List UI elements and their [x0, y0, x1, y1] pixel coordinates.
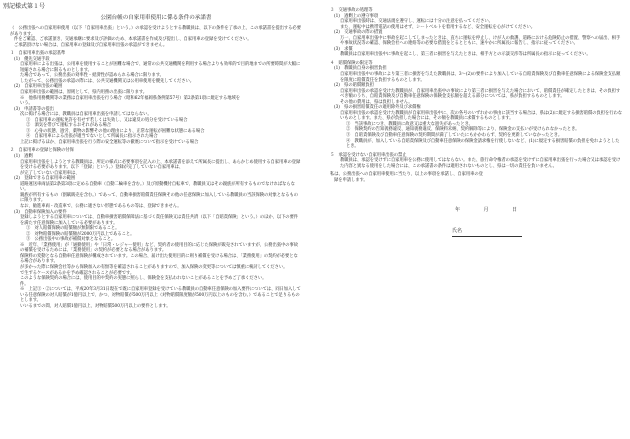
- paragraph: いう。: [20, 101, 33, 107]
- signature-line: [452, 236, 522, 237]
- paragraph: 万一、自家用車出張中に事故を起こしてしまったときは、直ちに運転を停止し、けが人の救護、道路における危険防止の措置、警察への届出、相手や事故状況等の確認、保険会社への連絡等の必要な措置をとるとともに、速やかに所属長に報告し、指示に従ってください。: [340, 35, 621, 47]
- paragraph: ② 対物賠償保険の賠償額が2000万円以上であること。: [26, 231, 135, 237]
- left-column: [10, 8, 302, 309]
- right-column-body: [330, 8, 622, 183]
- paragraph: 親族が所有するもの（割賦販売を含む。）であって、自動車損害賠償責任保険その他の任意保険に加入している教職員の当該保険の対象となるものに限ります。: [20, 192, 299, 204]
- paragraph: ご承諾頂けない場合は、自家用車の登録及び自家用車出張の承認ができません。: [14, 42, 168, 48]
- paragraph: (2) 県の賠償額負担: [334, 83, 374, 89]
- paragraph: で生ずるケースがあるかを予め確認されることが必要です。: [20, 270, 135, 276]
- paragraph: (2) 自家用車出張の範囲: [14, 84, 63, 90]
- paragraph: た場合であって、公務出張の効率性・経済性が認められる場合に限ります。: [20, 73, 164, 79]
- paragraph: 教職員は自家用車出張中に事故を起こし、第三者に損害を与えたときは、相手方との示談交渉等は所属長の指示に従ってください。: [340, 52, 591, 58]
- paragraph: が多かった際に保険会社等から保険加入の有無等を確認されることがありますので、加入保険の変更等については慎重に検討してください。: [20, 264, 288, 270]
- paragraph: ※ 近年、「業務使用」が「通勤使用」や「日常・レジャー使用」など、契約者の使用目的に応じた保険が販売されていますが、公務出張中の事故の補償を受けるためには、「業務使用」の契約が必要となる場合があります。: [20, 242, 298, 254]
- paragraph: したがって、公務出張の承認の際には、公共交通機関又は公用車使用を優先してください。: [20, 78, 195, 84]
- paragraph: ③ 心身の状態、過労、薬物の影響その他の理由により、正常な運転が困難な状態にある場合: [26, 128, 205, 134]
- paragraph: ① 対人賠償保険の賠償額が無制限であること。: [26, 226, 120, 232]
- paragraph: 自家用車による出張は、公用車を使用することが困難な場合で、通常の公共交通機関を利用する場合よりも効率的で目的地までの所要時間が大幅に短縮される場合に限るものとします。: [20, 62, 301, 73]
- paragraph: 次に掲げる場合には、教職員は自家用車出張を申請してはならない。: [20, 112, 152, 118]
- paragraph: ※ 他県用務機関等の業務は自家用車出張を行う場合（昭和62年福岡県条例第57号）第2条第1項に規定する地域を: [20, 95, 240, 101]
- paragraph: (3) 県の損害賠償責任の適用除外及び求償権: [334, 105, 421, 111]
- paragraph: 上記に掲げるほか、自家用車出張を行う際の安全運転等の徹底について指示を受けている場合: [20, 139, 199, 145]
- paragraph: 自家用車出張をしようとする教職員は、所定の様式に必要事項を記入の上、本承諾書を添えて所属長に提出し、あらかじめ使用する自家用車の登録を受ける必要があります。以下「登録」という。）登録が完了していない自家用車は、: [20, 159, 301, 171]
- paragraph: 自家用車出張中の事故により第三者に損害を与えた教職員は、3～(2)の要件により加入している自賠責保険及び自動車任意保険による保険金支払額を限度に賠償責任を負担するものとします。: [340, 72, 621, 83]
- paragraph: ※ 上記①・②については、平成20年3月31日現在で既に自家用車登録を受けている教職員の自動車任意保険の加入要件については、同日加入している任意保険の対人賠償が1億円以上で、かつ、対物賠償が500万円以上（対物賠償限度額が500万円以上のものを含む。）であることで足りるものとします。: [20, 287, 301, 304]
- document-title: 公園台帳の自家用車使用に係る条件の承諾書: [100, 15, 212, 21]
- paragraph: 道路運送車両法第2条第3項に定める自動車（自動二輪車を含む。）及び原動機付自転車で、教職員又はその親族が所有するものでなければならない。: [20, 181, 295, 193]
- paragraph: (3) 申請書等の提出: [14, 106, 54, 112]
- paragraph: (1) 優先交通手段: [14, 56, 50, 62]
- paragraph: その他の費用は、県は負担しません。: [340, 99, 413, 105]
- paragraph: ③ 自賠責保険及び自動車任意保険の契約期間が満了していたにもかかわらず、契約を更新していなかったとき。: [346, 133, 563, 139]
- paragraph: 登録しようとする自家用車については、自動車損害賠償保障法に基づく責任保険又は責任共済（以下「自賠責保険」という。）のほか、以下の要件を満たす任意保険に加入している必要があります。: [20, 215, 299, 226]
- date-line: 年 月 日: [455, 207, 517, 214]
- paragraph: ① 当該事故につき、教職員に故意又は重大な過失があったとき。: [346, 121, 473, 127]
- paragraph: (2) 交通事故の際の措置: [334, 30, 383, 36]
- paragraph: ② 酒気を帯びて運転するおそれがある場合: [26, 123, 111, 129]
- paragraph: (1) 過剰上の遵守事項: [334, 13, 379, 19]
- paragraph: (3) 自動車保険加入の要件: [14, 209, 67, 215]
- paragraph: なお、勧進車両・改造車で、公務に適さない形態であるもの等は、登録できません。: [20, 203, 182, 209]
- paragraph: 件。: [20, 281, 29, 287]
- paragraph: 自家用車出張の範囲は、原則として、県内用務の出張に限ります。: [20, 90, 147, 96]
- paragraph: (3) 求償: [334, 46, 353, 52]
- paragraph: ２ 自家用車の登録と保険の付保: [10, 148, 74, 154]
- paragraph: (2) 登録できる自家用車の範囲: [14, 176, 76, 182]
- paragraph: このような保険契約の場合には、使用目的や契約の実態に照らし、保険金を支払われないことがあることを予めご了承ください。: [20, 276, 267, 282]
- paragraph: 自家用車出張の承認を受けた教職員が自家用車出張中に、次の各号のいずれかの事由に該当する場合は、県は(2)に規定する損害賠償の負担を行わないものとします。また、県が負担した場合には、その額を教職員に求償するものとします。: [340, 110, 622, 122]
- signature-label: 氏名: [452, 228, 462, 235]
- paragraph: ② 保険契約の告知義務違反、通知義務違反、保険料未納、契約解除等により、保険金の支払いが受けられなかったとき。: [346, 127, 580, 133]
- paragraph: ④ 教職員が、加入している自賠責保険及び自動車任意保険の保険金請求権を行使しないなど、(1)に規定する損害賠償の負担を免れようとしたとき。: [346, 138, 620, 150]
- paragraph: ④ 自家用車による出張が適当でないとして所属長に指示された場合: [26, 134, 158, 140]
- form-number: 別記様式第１号: [3, 3, 46, 10]
- paragraph: 自家用車出張時は、交通法規を遵守し、運転には十分の注意を払ってください。: [340, 19, 493, 25]
- paragraph: ③ 公務出張中の事故が補償対象となること。: [26, 237, 116, 243]
- left-column-body: [10, 26, 302, 309]
- paragraph: ４ 賠償保険の限定等: [330, 60, 373, 66]
- paragraph: 保険料の変動となる自動車任意保険が構成されています。この場合、届け出た使用目的に則り補償を受ける場合は、「業務使用」の契約が必要となる場合があります。: [20, 253, 298, 265]
- paragraph: が完了していない自家用車は、: [20, 170, 80, 176]
- paragraph: 自家用車出張の承認を受けた教職員が、自家用車出張中の事故により第三者に損害を与えた場合において、賠償責任が確定したときは、その負担すべき額のうち、自賠責保険及び自動車任意保険の保険金支払額を超える部分については、県が負担するものとします。: [340, 88, 621, 100]
- paragraph: 件をご確認、ご承諾頂き、交通承継に要求及び評価のため、本承諾書を作成及び提出し、自家用車の登録を受けてください。: [14, 37, 252, 43]
- paragraph: (1) 過剰: [14, 154, 33, 160]
- right-column: [330, 8, 622, 237]
- paragraph: ３ 交通事故の処理等: [330, 8, 373, 13]
- paragraph: いいるまでの間、対人賠償1億円以上、対物賠償500万円以上の要件とします。: [20, 303, 171, 309]
- paragraph: ① 自家用車の運転免許を有せず若しくは失効し、又は違反の処分を受けている場合: [26, 117, 188, 123]
- paragraph: ５ 承認を受けない自家用車出張の禁止: [330, 152, 407, 158]
- paragraph: １ 自家用車出張の承認基準: [10, 51, 66, 57]
- paragraph: （ 公務出張への自家用車使用（以下「自家用車出張」という。）の承認を受けようとする教職員は、以下の条件を了承の上、この承諾書を提出する必要があります。: [10, 26, 301, 37]
- paragraph: 教職員は、承認を受けずに自家用車を公務に使用してはならない。また、旅行命令権者の承認を受けずに自家用車出張を行った場合又は承認を受けた内容と異なる使用をした場合には、この承諾書の条件は適用されないものとし、県は一切の責任を負いません。: [340, 158, 621, 169]
- paragraph: (1) 教職員自身の損害負担: [334, 66, 387, 72]
- paragraph: また、運転中は携帯電話の使用はせず、シートベルトを着用するなど、安全運転を心がけてください。: [340, 24, 536, 30]
- paragraph: 私は、公務出張への自家用車使用に当たり、以上の事項を承諾し、自家用車の登: [330, 172, 483, 178]
- paragraph: 録を申請します。: [334, 177, 368, 183]
